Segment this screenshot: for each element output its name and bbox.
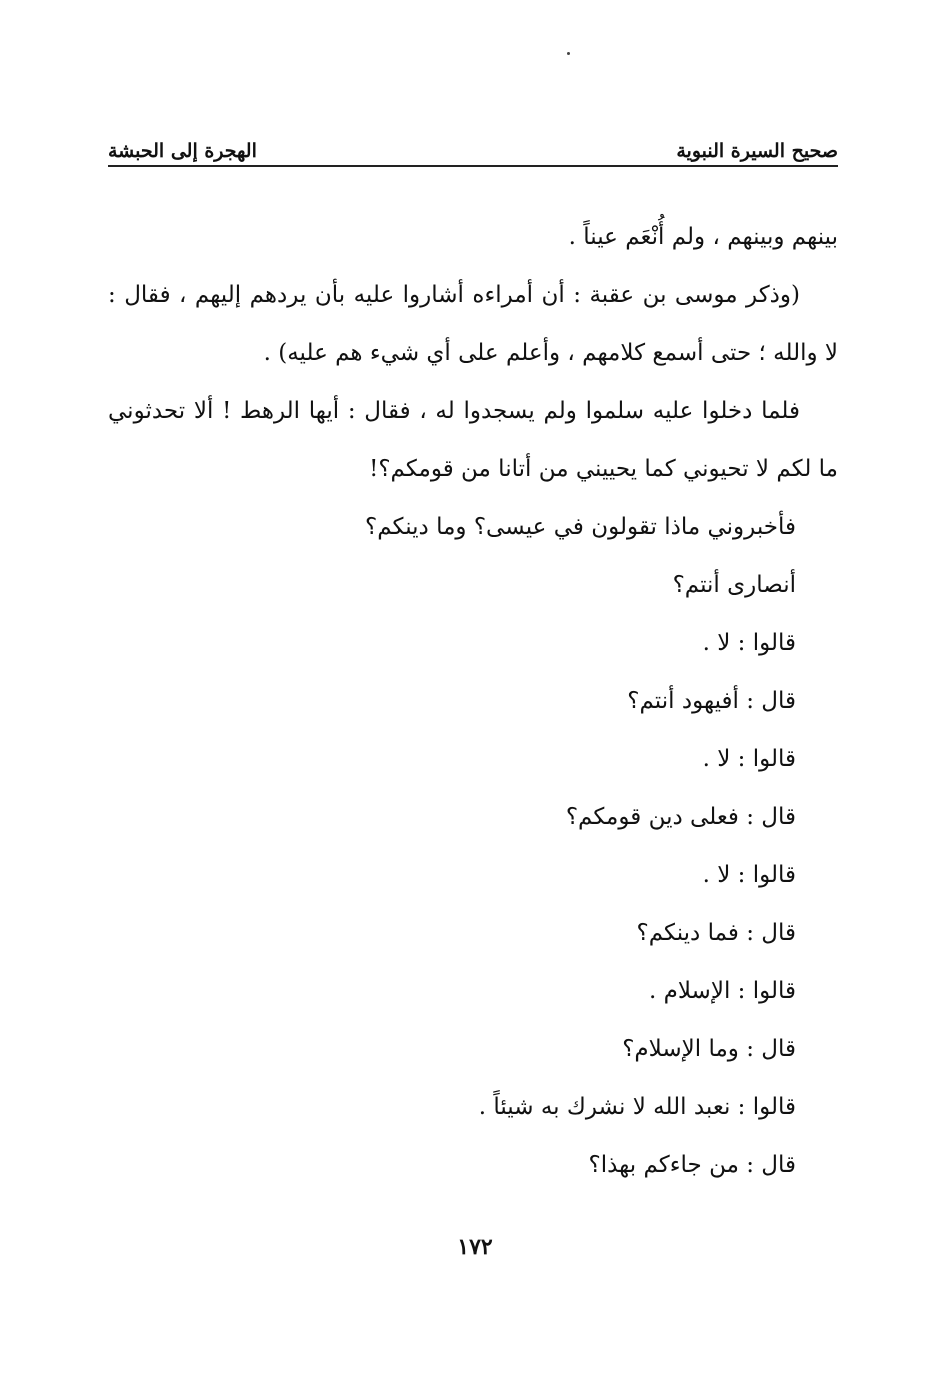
header-divider [108, 165, 838, 167]
running-header [108, 128, 838, 162]
dialogue-line: قال : وما الإسلام؟ [622, 1036, 796, 1062]
paragraph-continuation: بينهم وبينهم ، ولم أُنْعَم عيناً . [568, 224, 838, 250]
dialogue-line: قال : فعلى دين قومكم؟ [565, 804, 796, 830]
dialogue-line: قالوا : لا . [702, 630, 796, 656]
dialogue-line: قالوا : لا . [702, 746, 796, 772]
dialogue-line: قال : من جاءكم بهذا؟ [588, 1152, 796, 1178]
dialogue-line: قال : أفيهود أنتم؟ [627, 688, 796, 714]
paragraph-musa-ibn-uqba: (وذكر موسى بن عقبة : أن أمراءه أشاروا عليه بأن يردهم إليهم ، فقال : لا والله ؛ حتى أسمع كلامهم ، وأعلم على أي شيء هم عليه) . [108, 282, 838, 366]
dialogue-line: قالوا : نعبد الله لا نشرك به شيئاً . [478, 1094, 796, 1120]
page-number: ١٧٢ [457, 1234, 493, 1260]
chapter-title: الهجرة إلى الحبشة [108, 140, 257, 162]
scan-speck [567, 52, 570, 55]
dialogue-line: قال : فما دينكم؟ [636, 920, 796, 946]
dialogue-line: قالوا : الإسلام . [648, 978, 796, 1004]
dialogue-line: قالوا : لا . [702, 862, 796, 888]
main-text [108, 208, 838, 1194]
paragraph-entry: فلما دخلوا عليه سلموا ولم يسجدوا له ، فقال : أيها الرهط ! ألا تحدثوني ما لكم لا تحيوني كما يحييني من أتانا من قومكم؟! [108, 398, 838, 482]
book-title: صحيح السيرة النبوية [676, 140, 838, 162]
dialogue-line: فأخبروني ماذا تقولون في عيسى؟ وما دينكم؟ [364, 514, 796, 540]
dialogue-block [108, 498, 838, 1194]
dialogue-line: أنصارى أنتم؟ [672, 572, 796, 598]
